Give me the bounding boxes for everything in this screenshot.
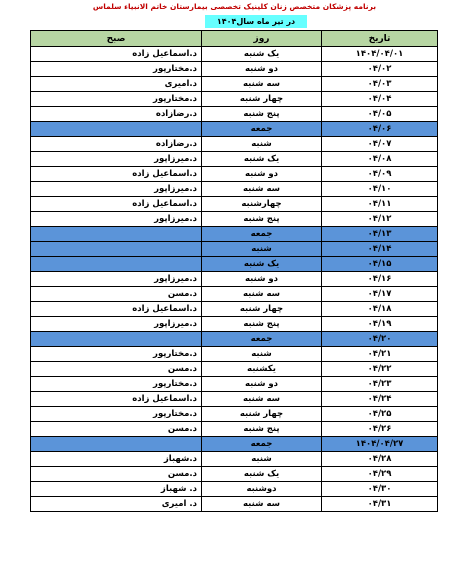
- cell-morning-doctor: د.میرزاپور: [31, 317, 202, 332]
- cell-weekday: پنج شنبه: [202, 212, 322, 227]
- cell-date: ۰۴/۲۶: [322, 422, 438, 437]
- cell-morning-doctor: د.رضازاده: [31, 137, 202, 152]
- cell-date: ۰۴/۱۲: [322, 212, 438, 227]
- cell-weekday: چهار شنبه: [202, 407, 322, 422]
- cell-weekday: چهار شنبه: [202, 92, 322, 107]
- table-row: [31, 77, 438, 92]
- table-row: [31, 407, 438, 422]
- cell-date: ۰۴/۱۱: [322, 197, 438, 212]
- table-row: [31, 497, 438, 512]
- table-header-row: [31, 31, 438, 47]
- cell-morning-doctor: د.اسماعیل زاده: [31, 47, 202, 62]
- cell-morning-doctor: د.مختارپور: [31, 92, 202, 107]
- cell-date: ۰۴/۱۸: [322, 302, 438, 317]
- cell-morning-doctor: [31, 242, 202, 257]
- cell-morning-doctor: د.میرزاپور: [31, 272, 202, 287]
- cell-date: ۰۴/۲۱: [322, 347, 438, 362]
- schedule-body: [31, 47, 438, 512]
- cell-date: ۰۴/۱۴: [322, 242, 438, 257]
- table-row: [31, 152, 438, 167]
- table-row: [31, 392, 438, 407]
- cell-morning-doctor: د.شهباز: [31, 452, 202, 467]
- table-row-holiday: [31, 437, 438, 452]
- cell-weekday: دو شنبه: [202, 377, 322, 392]
- table-row-holiday: [31, 257, 438, 272]
- cell-date: ۰۴/۱۵: [322, 257, 438, 272]
- column-header-day: روز: [202, 31, 322, 47]
- cell-morning-doctor: د.مسن: [31, 422, 202, 437]
- cell-morning-doctor: د.مختارپور: [31, 62, 202, 77]
- cell-date: ۰۴/۲۳: [322, 377, 438, 392]
- table-row: [31, 47, 438, 62]
- cell-weekday: شنبه: [202, 242, 322, 257]
- cell-weekday: جمعه: [202, 332, 322, 347]
- cell-date: ۰۴/۰۸: [322, 152, 438, 167]
- table-row: [31, 302, 438, 317]
- cell-weekday: یک شنبه: [202, 467, 322, 482]
- table-row: [31, 182, 438, 197]
- cell-morning-doctor: د.مختارپور: [31, 377, 202, 392]
- cell-date: ۰۴/۳۱: [322, 497, 438, 512]
- cell-date: ۰۴/۲۰: [322, 332, 438, 347]
- cell-weekday: جمعه: [202, 227, 322, 242]
- cell-date: ۰۴/۲۸: [322, 452, 438, 467]
- cell-weekday: سه شنبه: [202, 287, 322, 302]
- cell-date: ۰۴/۱۷: [322, 287, 438, 302]
- cell-weekday: یک شنبه: [202, 152, 322, 167]
- cell-date: ۰۴/۰۷: [322, 137, 438, 152]
- cell-morning-doctor: [31, 257, 202, 272]
- cell-morning-doctor: د.اسماعیل زاده: [31, 197, 202, 212]
- cell-weekday: شنبه: [202, 137, 322, 152]
- cell-weekday: یک شنبه: [202, 47, 322, 62]
- cell-weekday: شنبه: [202, 452, 322, 467]
- cell-weekday: پنج شنبه: [202, 107, 322, 122]
- cell-weekday: سه شنبه: [202, 497, 322, 512]
- table-row-holiday: [31, 242, 438, 257]
- cell-date: ۰۴/۲۵: [322, 407, 438, 422]
- table-row: [31, 422, 438, 437]
- cell-morning-doctor: د.اسماعیل زاده: [31, 167, 202, 182]
- cell-date: ۱۴۰۴/۰۴/۲۷: [322, 437, 438, 452]
- cell-morning-doctor: د.مسن: [31, 467, 202, 482]
- cell-date: ۱۴۰۴/۰۴/۰۱: [322, 47, 438, 62]
- cell-morning-doctor: د.مسن: [31, 287, 202, 302]
- table-row: [31, 62, 438, 77]
- table-row-holiday: [31, 227, 438, 242]
- cell-weekday: دو شنبه: [202, 167, 322, 182]
- cell-weekday: یکشنبه: [202, 362, 322, 377]
- cell-morning-doctor: د. شهباز: [31, 482, 202, 497]
- cell-weekday: دو شنبه: [202, 272, 322, 287]
- page-subtitle: در تیر ماه سال۱۴۰۴: [205, 15, 307, 28]
- cell-date: ۰۴/۲۲: [322, 362, 438, 377]
- cell-date: ۰۴/۰۲: [322, 62, 438, 77]
- cell-date: ۰۴/۰۳: [322, 77, 438, 92]
- cell-date: ۰۴/۱۳: [322, 227, 438, 242]
- cell-weekday: یک شنبه: [202, 257, 322, 272]
- schedule-table: [30, 30, 438, 512]
- table-row-holiday: [31, 122, 438, 137]
- cell-weekday: چهار شنبه: [202, 302, 322, 317]
- cell-weekday: سه شنبه: [202, 77, 322, 92]
- table-row: [31, 137, 438, 152]
- table-row: [31, 317, 438, 332]
- column-header-morning: صبح: [31, 31, 202, 47]
- table-row: [31, 347, 438, 362]
- cell-morning-doctor: د.میرزاپور: [31, 182, 202, 197]
- table-row: [31, 92, 438, 107]
- cell-date: ۰۴/۰۵: [322, 107, 438, 122]
- cell-morning-doctor: [31, 437, 202, 452]
- table-row: [31, 362, 438, 377]
- cell-date: ۰۴/۱۶: [322, 272, 438, 287]
- cell-morning-doctor: د.میرزاپور: [31, 152, 202, 167]
- column-header-date: تاریخ: [322, 31, 438, 47]
- page-title: برنامه پزشکان متخصص زنان کلینیک تخصصی بیمارستان خاتم الانبیاء سلماس: [92, 2, 377, 11]
- cell-date: ۰۴/۱۹: [322, 317, 438, 332]
- table-row: [31, 197, 438, 212]
- cell-morning-doctor: د.مختارپور: [31, 347, 202, 362]
- cell-weekday: پنج شنبه: [202, 422, 322, 437]
- table-row: [31, 452, 438, 467]
- cell-date: ۰۴/۲۴: [322, 392, 438, 407]
- cell-morning-doctor: د.اسماعیل زاده: [31, 392, 202, 407]
- cell-weekday: جمعه: [202, 122, 322, 137]
- cell-date: ۰۴/۰۶: [322, 122, 438, 137]
- cell-morning-doctor: [31, 227, 202, 242]
- table-row: [31, 167, 438, 182]
- cell-date: ۰۴/۲۹: [322, 467, 438, 482]
- cell-morning-doctor: د.میرزاپور: [31, 212, 202, 227]
- cell-weekday: چهارشنبه: [202, 197, 322, 212]
- table-row: [31, 287, 438, 302]
- table-row: [31, 107, 438, 122]
- cell-morning-doctor: د.مسن: [31, 362, 202, 377]
- cell-date: ۰۴/۰۹: [322, 167, 438, 182]
- cell-weekday: دو شنبه: [202, 62, 322, 77]
- cell-weekday: دوشنبه: [202, 482, 322, 497]
- cell-weekday: شنبه: [202, 347, 322, 362]
- table-row: [31, 272, 438, 287]
- cell-weekday: سه شنبه: [202, 392, 322, 407]
- cell-morning-doctor: د.اسماعیل زاده: [31, 302, 202, 317]
- cell-morning-doctor: [31, 332, 202, 347]
- table-row-holiday: [31, 332, 438, 347]
- cell-morning-doctor: د.رضازاده: [31, 107, 202, 122]
- cell-date: ۰۴/۰۴: [322, 92, 438, 107]
- cell-date: ۰۴/۱۰: [322, 182, 438, 197]
- table-row: [31, 377, 438, 392]
- cell-date: ۰۴/۳۰: [322, 482, 438, 497]
- cell-weekday: سه شنبه: [202, 182, 322, 197]
- table-row: [31, 482, 438, 497]
- cell-morning-doctor: د.مختارپور: [31, 407, 202, 422]
- cell-morning-doctor: د. امیری: [31, 497, 202, 512]
- cell-morning-doctor: د.امیری: [31, 77, 202, 92]
- cell-weekday: جمعه: [202, 437, 322, 452]
- table-row: [31, 212, 438, 227]
- cell-morning-doctor: [31, 122, 202, 137]
- cell-weekday: پنج شنبه: [202, 317, 322, 332]
- table-row: [31, 467, 438, 482]
